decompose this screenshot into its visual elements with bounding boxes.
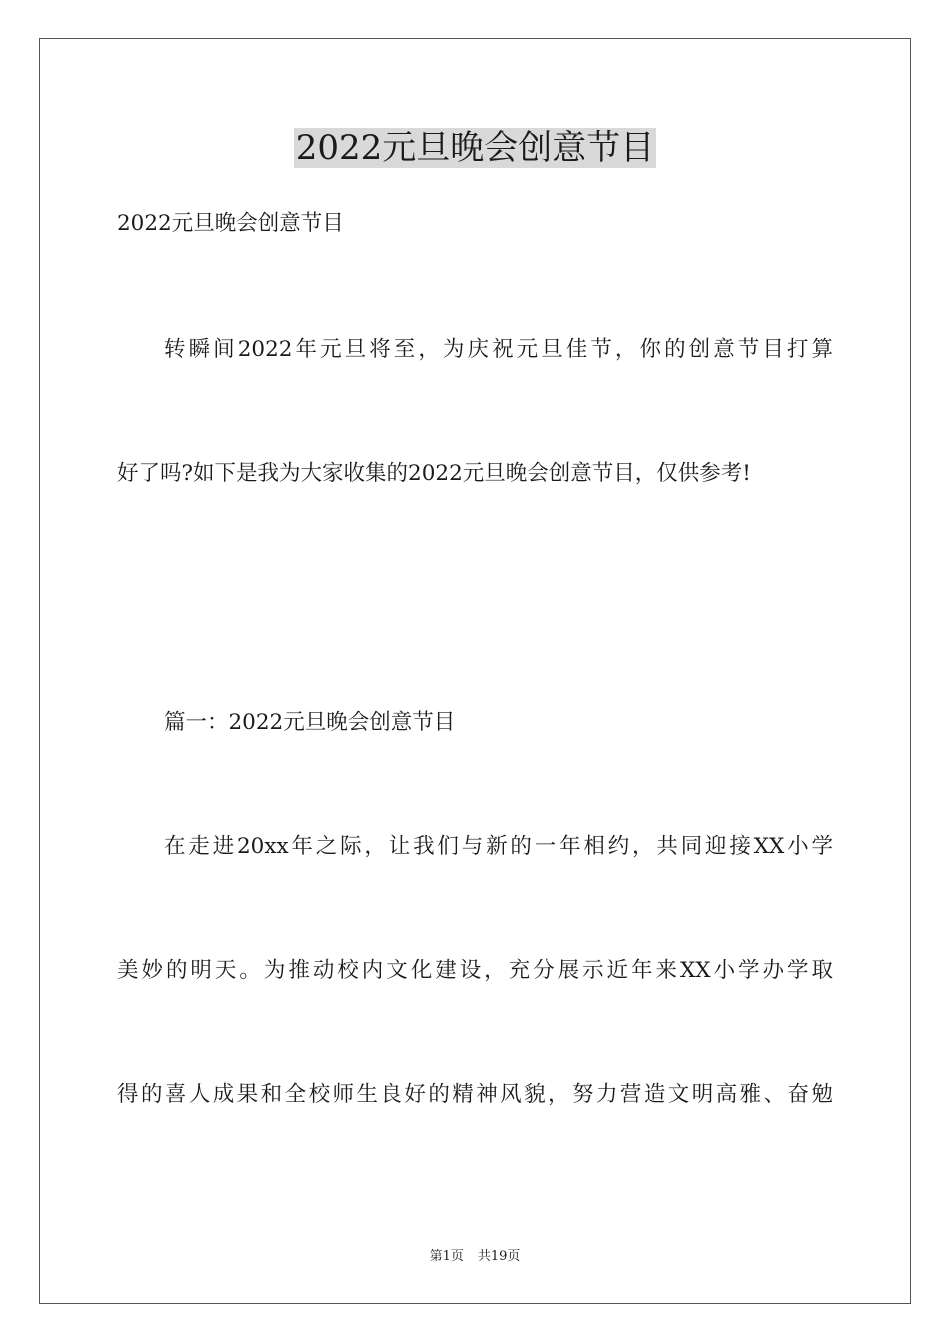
body-paragraph-line-3: 得的喜人成果和全校师生良好的精神风貌，努力营造文明高雅、奋勉 xyxy=(117,1082,833,1107)
section-heading: 篇一：2022元旦晚会创意节目 xyxy=(164,710,456,735)
body-paragraph-line-1: 在走进20xx年之际，让我们与新的一年相约，共同迎接XX小学 xyxy=(164,834,833,859)
document-subtitle: 2022元旦晚会创意节目 xyxy=(117,211,344,236)
document-title-text: 2022元旦晚会创意节目 xyxy=(295,128,655,168)
document-title xyxy=(0,126,950,170)
intro-paragraph-line-2: 好了吗?如下是我为大家收集的2022元旦晚会创意节目，仅供参考! xyxy=(117,461,751,486)
page-number: 第1页 xyxy=(429,1249,464,1264)
page-footer xyxy=(0,1248,950,1266)
page-total: 共19页 xyxy=(477,1249,521,1264)
intro-paragraph-line-1: 转瞬间2022年元旦将至，为庆祝元旦佳节，你的创意节目打算 xyxy=(164,337,833,362)
body-paragraph-line-2: 美妙的明天。为推动校内文化建设，充分展示近年来XX小学办学取 xyxy=(117,958,833,983)
